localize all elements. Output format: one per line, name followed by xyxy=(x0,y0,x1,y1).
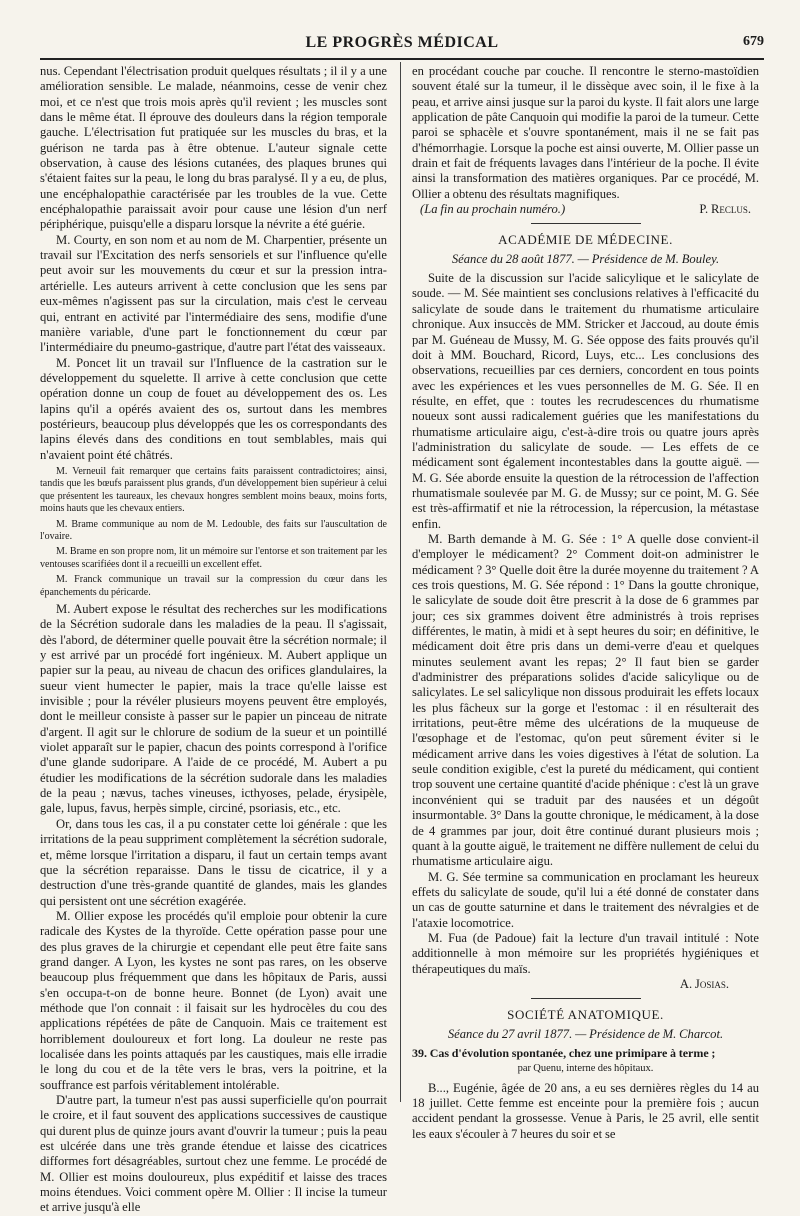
left-column xyxy=(40,64,387,1216)
column-divider xyxy=(400,62,401,1102)
section-rule xyxy=(531,223,641,224)
paragraph: en procédant couche par couche. Il rencontre le sterno-mastoïdien souvent étalé sur la tumeur, il le dissèque avec soin, il le fixe à la peau, et arrive ainsi jusque sur la paroi du kyste. Il fait alors une large application de pâte Canquoin qui modifie la paroi de la tumeur. Cette paroi se sphacèle et s'ouvre spontanément, mais il ne se fait pas d'hémorrhagie. Lorsque la poche est ainsi ouverte, M. Ollier passe un drain et fait de fréquents lavages dans l'intérieur de la poche. Il évite ainsi la transformation des matières organiques. Par ce procédé, M. Ollier a obtenu des résultats magnifiques. xyxy=(412,64,759,201)
paragraph: Suite de la discussion sur l'acide salicylique et le salicylate de soude. — M. Sée maintient ses conclusions relatives à l'efficacité du salicylate de soude dans le traitement du rhumatisme articulaire chronique. Aux insuccès de MM. Stricker et Jaccoud, au doute émis par M. Guéneau de Mussy, M. G. Sée oppose des faits prouvés qu'il doit à MM. Bouchard, Ricord, Luys, etc... Les conclusions des observations, recueillies par ces derniers, concordent en tous points avec les expériences et les vues personnelles de M. G. Sée. Il en résulte, en effet, que : toutes les recrudescences du rhumatisme noueux sont aussi radicalement guéries que les manifestations du rhumatisme articulaire aigu, c'est-à-dire trois ou quatre jours après l'administration du salicylate de soude. — Les effets de ce médicament sont également incontestables dans la goutte aiguë. — M. G. Sée aborde ensuite la question de la rétrocession de l'affection rhumatismale soulevée par M. G. de Mussy; sur ce point, M. G. Sée est très-affirmatif et nie la rétrocession, la répercusion, la métastase enfin. xyxy=(412,271,759,531)
session-line: Séance du 28 août 1877. — Présidence de M. Bouley. xyxy=(451,251,720,266)
paragraph: M. G. Sée termine sa communication en proclamant les heureux effets du salicylate de soude, qu'il lui a été donné de constater dans un cas de goutte saturnine et dans le traitement des névralgies et de l'ataxie locomotrice. xyxy=(412,869,759,930)
case-byline: par Quenu, interne des hôpitaux. xyxy=(517,1063,654,1075)
session-line: Séance du 27 avril 1877. — Présidence de M. Charcot. xyxy=(447,1026,724,1041)
right-column xyxy=(412,64,759,1142)
section-rule xyxy=(531,998,641,999)
paragraph: Or, dans tous les cas, il a pu constater cette loi générale : que les irritations de la peau suppriment complètement la sécrétion sudorale, et, même lorsque l'irritation a disparu, il faut un certain temps avant que la sécrétion reparaisse. Dans le tissu de cicatrice, il y a destruction d'une très-grande quantité de glandes, mais les glandes qui persistent ont une sécrétion exagérée. xyxy=(40,816,387,908)
note-paragraph: M. Brame en son propre nom, lit un mémoire sur l'entorse et son traitement par les ventouses scarifiées dont il a recueilli un excellent effet. xyxy=(40,546,387,570)
paragraph: M. Poncet lit un travail sur l'Influence de la castration sur le développement du squelette. Il arrive à cette conclusion que cette opération donne un coup de fouet au développement des os. Les lapins qu'il a opérés avaient des os, surtout dans les membres postérieurs, beaucoup plus développés que les os correspondants des lapins élevés dans des conditions en tout semblables, mais qui n'avaient point été châtrés. xyxy=(40,355,387,462)
signoff xyxy=(412,202,759,217)
case-title: 39. Cas d'évolution spontanée, chez une primipare à terme ; xyxy=(412,1045,716,1060)
paragraph: M. Ollier expose les procédés qu'il emploie pour obtenir la cure radicale des Kystes de la thyroïde. Cette opération passe pour une des plus graves de la chirurgie et cependant elle peut être faite sans grand danger. A Lyon, les kystes ne sont pas rares, on les observe beaucoup plus fréquemment que dans les hôpitaux de Paris, aussi s'en occupa-t-on de bonne heure. Bonnet (de Lyon) avait une méthode que l'on connait : il faisait sur les hydrocèles du cou des applications répétées de pâte de Canquoin. Mais ce traitement est horriblement douloureux et fort long. La douleur ne reste pas localisée dans les points attaqués par les caustiques, mais elle irradie le long du cou et de la tête vers le bras, vers la poitrine, et la souffrance est parfois véritablement intolérable. xyxy=(40,908,387,1092)
note-paragraph: M. Brame communique au nom de M. Ledouble, des faits sur l'auscultation de l'ovaire. xyxy=(40,518,387,542)
section-title: SOCIÉTÉ ANATOMIQUE. xyxy=(507,1007,664,1023)
paragraph: M. Barth demande à M. G. Sée : 1° A quelle dose convient-il d'employer le médicament? 2° Comment doit-on administrer le médicament ? 3° Quelle doit être la durée moyenne du traitement ? A ces trois questions, M. G. Sée répond : 1° Dans la goutte chronique, le salicylate de soude doit être prescrit à la dose de 6 grammes par jour; ces six grammes doivent être administrés à trois reprises différentes, le matin, à midi et à sept heures du soir; en définitive, le médicament doit être pris dans un demi-verre d'eau et quelques minutes seulement avant les repas; 2° Il faut bien se garder d'administrer des préparations solides d'acide salicylique ou de salicylates. Le sel salicylique non dissous produirait les effets locaux les plus fâcheux sur la gorge et l'estomac : il en résulterait des irritations, peut-être même des ulcérations de la muqueuse de l'œsophage et de l'estomac, qu'on peut sûrement éviter si le médicament arrive dans les voies digestives à l'état de solution. La seule condition exigible, c'est la pureté du médicament, qui contient trop souvent une certaine quantité d'acide phénique : c'est là un grave inconvénient qui se traduit par des nausées et un dégoût insurmontable. 3° Dans la goutte chronique, le médicament, à la dose de 4 grammes par jour, doit être continué durant plusieurs mois ; quant à la goutte aiguë, le traitement ne diffère nullement de celui du rhumatisme articulaire aigu. xyxy=(412,531,759,869)
paragraph: M. Courty, en son nom et au nom de M. Charpentier, présente un travail sur l'Excitation des nerfs sensoriels et sur l'influence qu'elle peut avoir sur les mouvements du cœur et sur la pression intra-artérielle. Les auteurs arrivent à cette conclusion que les sens par eux-mêmes n'agissent pas sur la circulation, mais c'est le cerveau qui, entrant en activité par l'intermédiaire des sens, modifie d'une manière variable, d'une part le fonctionnement du cœur par l'intermédiaire du pneumo-gastrique, d'autre part l'état des vaisseaux. xyxy=(40,232,387,355)
journal-title: LE PROGRÈS MÉDICAL xyxy=(305,34,499,51)
paragraph: nus. Cependant l'électrisation produit quelques résultats ; il il y a une amélioration sensible. Le malade, néanmoins, cesse de venir chez moi, et ce n'est que trois mois après qu'il revient ; les muscles sont dans le même état. Il éprouve des douleurs dans la région temporale gauche. L'électrisation fut pratiquée sur les muscles du bras, et la guérison ne tarda pas à être obtenue. L'auteur signale cette observation, à cause des lésions cutanées, des plaques brunes qui s'étaient faites sur la peau, le long du bras paralysé. Il y a eu, de plus, une encéphalopathie caractérisée par les troubles de la vue. Cette encéphalopathie paraissait avoir pour cause une lésion d'un nerf périphérique, puisqu'elle a disparu lorsque la névrite a été guérie. xyxy=(40,64,387,232)
paragraph: M. Fua (de Padoue) fait la lecture d'un travail intitulé : Note additionnelle à mon mémoire sur les propriétés hygiéniques et thérapeutiques du maïs. xyxy=(412,930,759,976)
paragraph: M. Aubert expose le résultat des recherches sur les modifications de la Sécrétion sudorale dans les maladies de la peau. Il s'agissait, dès l'abord, de déterminer quelle pouvait être la sécrétion normale; il y est arrivé par un procédé fort ingénieux. M. Aubert applique un papier sur la peau, au niveau de chacun des orifices glandulaires, la sueur vient humecter le papier, mais la trace qu'elle laisse est invisible ; pour la révéler plusieurs moyens peuvent être employés, dont le meilleur consiste à passer sur le papier un pinceau de nitrate d'argent. Il agit sur le chlorure de sodium de la sueur et un pointillé violet apparaît sur le papier, chacun des points correspond à l'orifice d'une glande sudoripare. A l'aide de ce procédé, M. Aubert a pu étudier les modifications de la sécrétion sudorale dans les maladies de la peau ; nævus, taches vineuses, icthyoses, pelade, érysipèle, gale, lupus, favus, herpès simple, circiné, psoriasis, etc., etc. xyxy=(40,602,387,816)
note-paragraph: M. Verneuil fait remarquer que certains faits paraissent contradictoires; ainsi, tandis que les bœufs paraissent plus grands, d'un développement bien supérieur à celui que présentent les taureaux, les chevaux hongres semblent moins beaux, moins forts, moins hauts que les chevaux entiers. xyxy=(40,465,387,515)
page-number: 679 xyxy=(743,34,764,49)
continuation-note: (La fin au prochain numéro.) xyxy=(420,202,566,217)
header-rule xyxy=(40,58,764,60)
paragraph: D'autre part, la tumeur n'est pas aussi superficielle qu'on pourrait le croire, et il faut souvent des applications successives de caustique qui durent plus de quinze jours avant d'ouvrir la tumeur ; puis la peau est ulcérée dans une très grande étendue et laisse des cicatrices difformes fort désagréables, surtout chez une femme. Le procédé de M. Ollier est moins douloureux, plus expéditif et laisse des traces moins étendues. Voici comment opère M. Ollier : Il incise la tumeur et arrive jusqu'à elle xyxy=(40,1093,387,1215)
paragraph: B..., Eugénie, âgée de 20 ans, a eu ses dernières règles du 14 au 18 juillet. Cette femme est enceinte pour la première fois ; aucun accident pendant la grossesse. Venue à Paris, le 25 avril, elle sentit les eaux s'écouler à 7 heures du soir et se xyxy=(412,1080,759,1141)
author-signature: A. Josias. xyxy=(679,976,729,991)
note-paragraph: M. Franck communique un travail sur la compression du cœur dans les épanchements du péricarde. xyxy=(40,574,387,598)
section-title: ACADÉMIE DE MÉDECINE. xyxy=(498,232,673,248)
author-signature: P. Reclus. xyxy=(699,202,751,217)
page-header xyxy=(40,34,764,56)
